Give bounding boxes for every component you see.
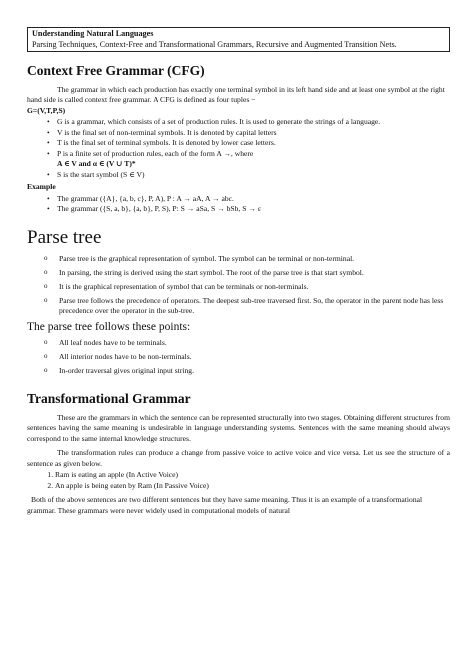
sentence-example-list — [27, 470, 450, 491]
example-list — [27, 194, 450, 215]
list-item: • G is a grammar, which consists of a set of production rules. It is used to generate the strings of a language. — [57, 117, 450, 127]
cfg-tuple: G=(V,T,P,S) — [27, 105, 66, 115]
p-rule-detail: A ∈ V and α ∈ (V ∪ T)* — [57, 159, 136, 169]
unit-header-box — [27, 27, 450, 52]
list-item — [57, 149, 450, 170]
transformational-para-3: Both of the above sentences are two different sentences but they have same meaning. Thus it is an example of a transformational grammar. These grammars were never widely used in computational models of natural — [27, 495, 423, 515]
document-page — [0, 27, 474, 659]
list-item: 1. Ram is eating an apple (In Active Voice) — [55, 470, 450, 480]
p-rule-text: P is a finite set of production rules, each of the form A →, where — [57, 148, 254, 158]
cfg-intro: The grammar in which each production has exactly one terminal symbol in its left hand side and at least one symbol at the right hand side is called context free grammar. A CFG is defined as four tuples − — [27, 84, 445, 105]
list-item: • T is the final set of terminal symbols. It is denoted by lower case letters. — [57, 138, 450, 148]
example-label: Example — [27, 182, 56, 192]
list-item: o Parse tree follows the precedence of operators. The deepest sub-tree traversed first. So, the operator in the parent node has less precedence over the operator in the sub-tree. — [59, 296, 450, 317]
unit-topics: Parsing Techniques, Context-Free and Transformational Grammars, Recursive and Augmented Transition Nets. — [32, 39, 397, 49]
list-item: 2. An apple is being eaten by Ram (In Passive Voice) — [55, 481, 450, 491]
list-item: • V is the final set of non-terminal symbols. It is denoted by capital letters — [57, 128, 450, 138]
list-item: o All interior nodes have to be non-terminals. — [59, 352, 450, 362]
cfg-definition-list — [27, 117, 450, 180]
list-item: o It is the graphical representation of symbol that can be terminals or non-terminals. — [59, 282, 450, 292]
transformational-para-1: These are the grammars in which the sentence can be represented structurally into two stages. Obtaining different structures from sentences having the same meaning is undesirable in language understanding systems. Sentences with the same meaning should always correspond to the same internal knowledge structures. — [27, 413, 450, 443]
transformational-para-2: The transformation rules can produce a change from passive voice to active voice and vice versa. Let us see the structure of a sentence as given below. — [27, 448, 450, 468]
list-item: • S is the start symbol (S ∈ V) — [57, 170, 450, 180]
list-item: o In parsing, the string is derived using the start symbol. The root of the parse tree is that start symbol. — [59, 268, 450, 278]
parse-tree-points-list — [27, 338, 450, 376]
unit-title: Understanding Natural Languages — [32, 29, 154, 38]
list-item: o In-order traversal gives original input string. — [59, 366, 450, 376]
parse-tree-list — [27, 254, 450, 317]
list-item: o Parse tree is the graphical representation of symbol. The symbol can be terminal or non-terminal. — [59, 254, 450, 264]
list-item: • The grammar ({A}, {a, b, c}, P, A), P : A → aA, A → abc. — [57, 194, 450, 204]
transformational-heading: Transformational Grammar — [27, 391, 191, 407]
cfg-heading: Context Free Grammar (CFG) — [27, 63, 205, 79]
parse-tree-heading: Parse tree — [27, 226, 102, 248]
parse-tree-points-heading: The parse tree follows these points: — [27, 321, 191, 334]
list-item: o All leaf nodes have to be terminals. — [59, 338, 450, 348]
list-item: • The grammar ({S, a, b}, {a, b}, P, S), P: S → aSa, S → bSb, S → ε — [57, 204, 450, 214]
